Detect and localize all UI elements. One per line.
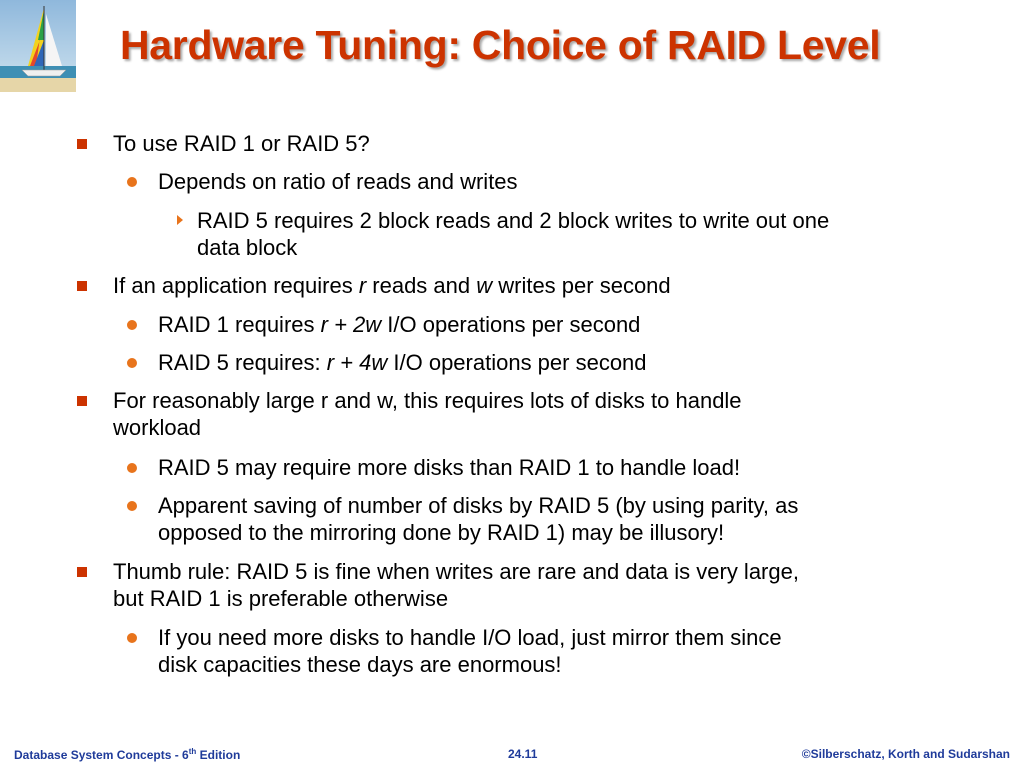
footer-copyright: ©Silberschatz, Korth and Sudarshan: [801, 747, 1010, 761]
square-bullet-icon: [77, 396, 87, 406]
bullet-text-continued: but RAID 1 is preferable otherwise: [113, 586, 449, 611]
dot-bullet-icon: [127, 177, 137, 187]
bullet-text-continued: disk capacities these days are enormous!: [158, 652, 562, 677]
dot-bullet-icon: [127, 501, 137, 511]
bullet-text: To use RAID 1 or RAID 5?: [113, 131, 370, 156]
slide-title: Hardware Tuning: Choice of RAID Level: [120, 22, 881, 68]
bullet-text-continued: opposed to the mirroring done by RAID 1) may be illusory!: [158, 520, 725, 545]
dot-bullet-icon: [127, 633, 137, 643]
bullet-text: For reasonably large r and w, this requires lots of disks to handle: [113, 388, 742, 413]
bullet-text: Apparent saving of number of disks by RAID 5 (by using parity, as: [158, 493, 799, 518]
bullet-text: RAID 1 requires r + 2w I/O operations per second: [158, 312, 641, 337]
bullet-text-continued: workload: [113, 415, 202, 440]
bullet-text: RAID 5 may require more disks than RAID 1 to handle load!: [158, 455, 741, 480]
dot-bullet-icon: [127, 463, 137, 473]
bullet-text: Depends on ratio of reads and writes: [158, 169, 518, 194]
bullet-text: RAID 5 requires 2 block reads and 2 block writes to write out one: [197, 208, 830, 233]
square-bullet-icon: [77, 567, 87, 577]
footer-slide-number: 24.11: [508, 747, 538, 761]
footer-book-title: Database System Concepts - 6th Edition: [14, 747, 241, 762]
bullet-text: If you need more disks to handle I/O load, just mirror them since: [158, 625, 782, 650]
bullet-text: If an application requires r reads and w writes per second: [113, 273, 671, 298]
dot-bullet-icon: [127, 320, 137, 330]
bullet-text-continued: data block: [197, 235, 298, 260]
bullet-text: Thumb rule: RAID 5 is fine when writes are rare and data is very large,: [113, 559, 799, 584]
square-bullet-icon: [77, 281, 87, 291]
dot-bullet-icon: [127, 358, 137, 368]
bullet-text: RAID 5 requires: r + 4w I/O operations per second: [158, 350, 647, 375]
square-bullet-icon: [77, 139, 87, 149]
arrow-bullet-icon: [177, 215, 183, 225]
